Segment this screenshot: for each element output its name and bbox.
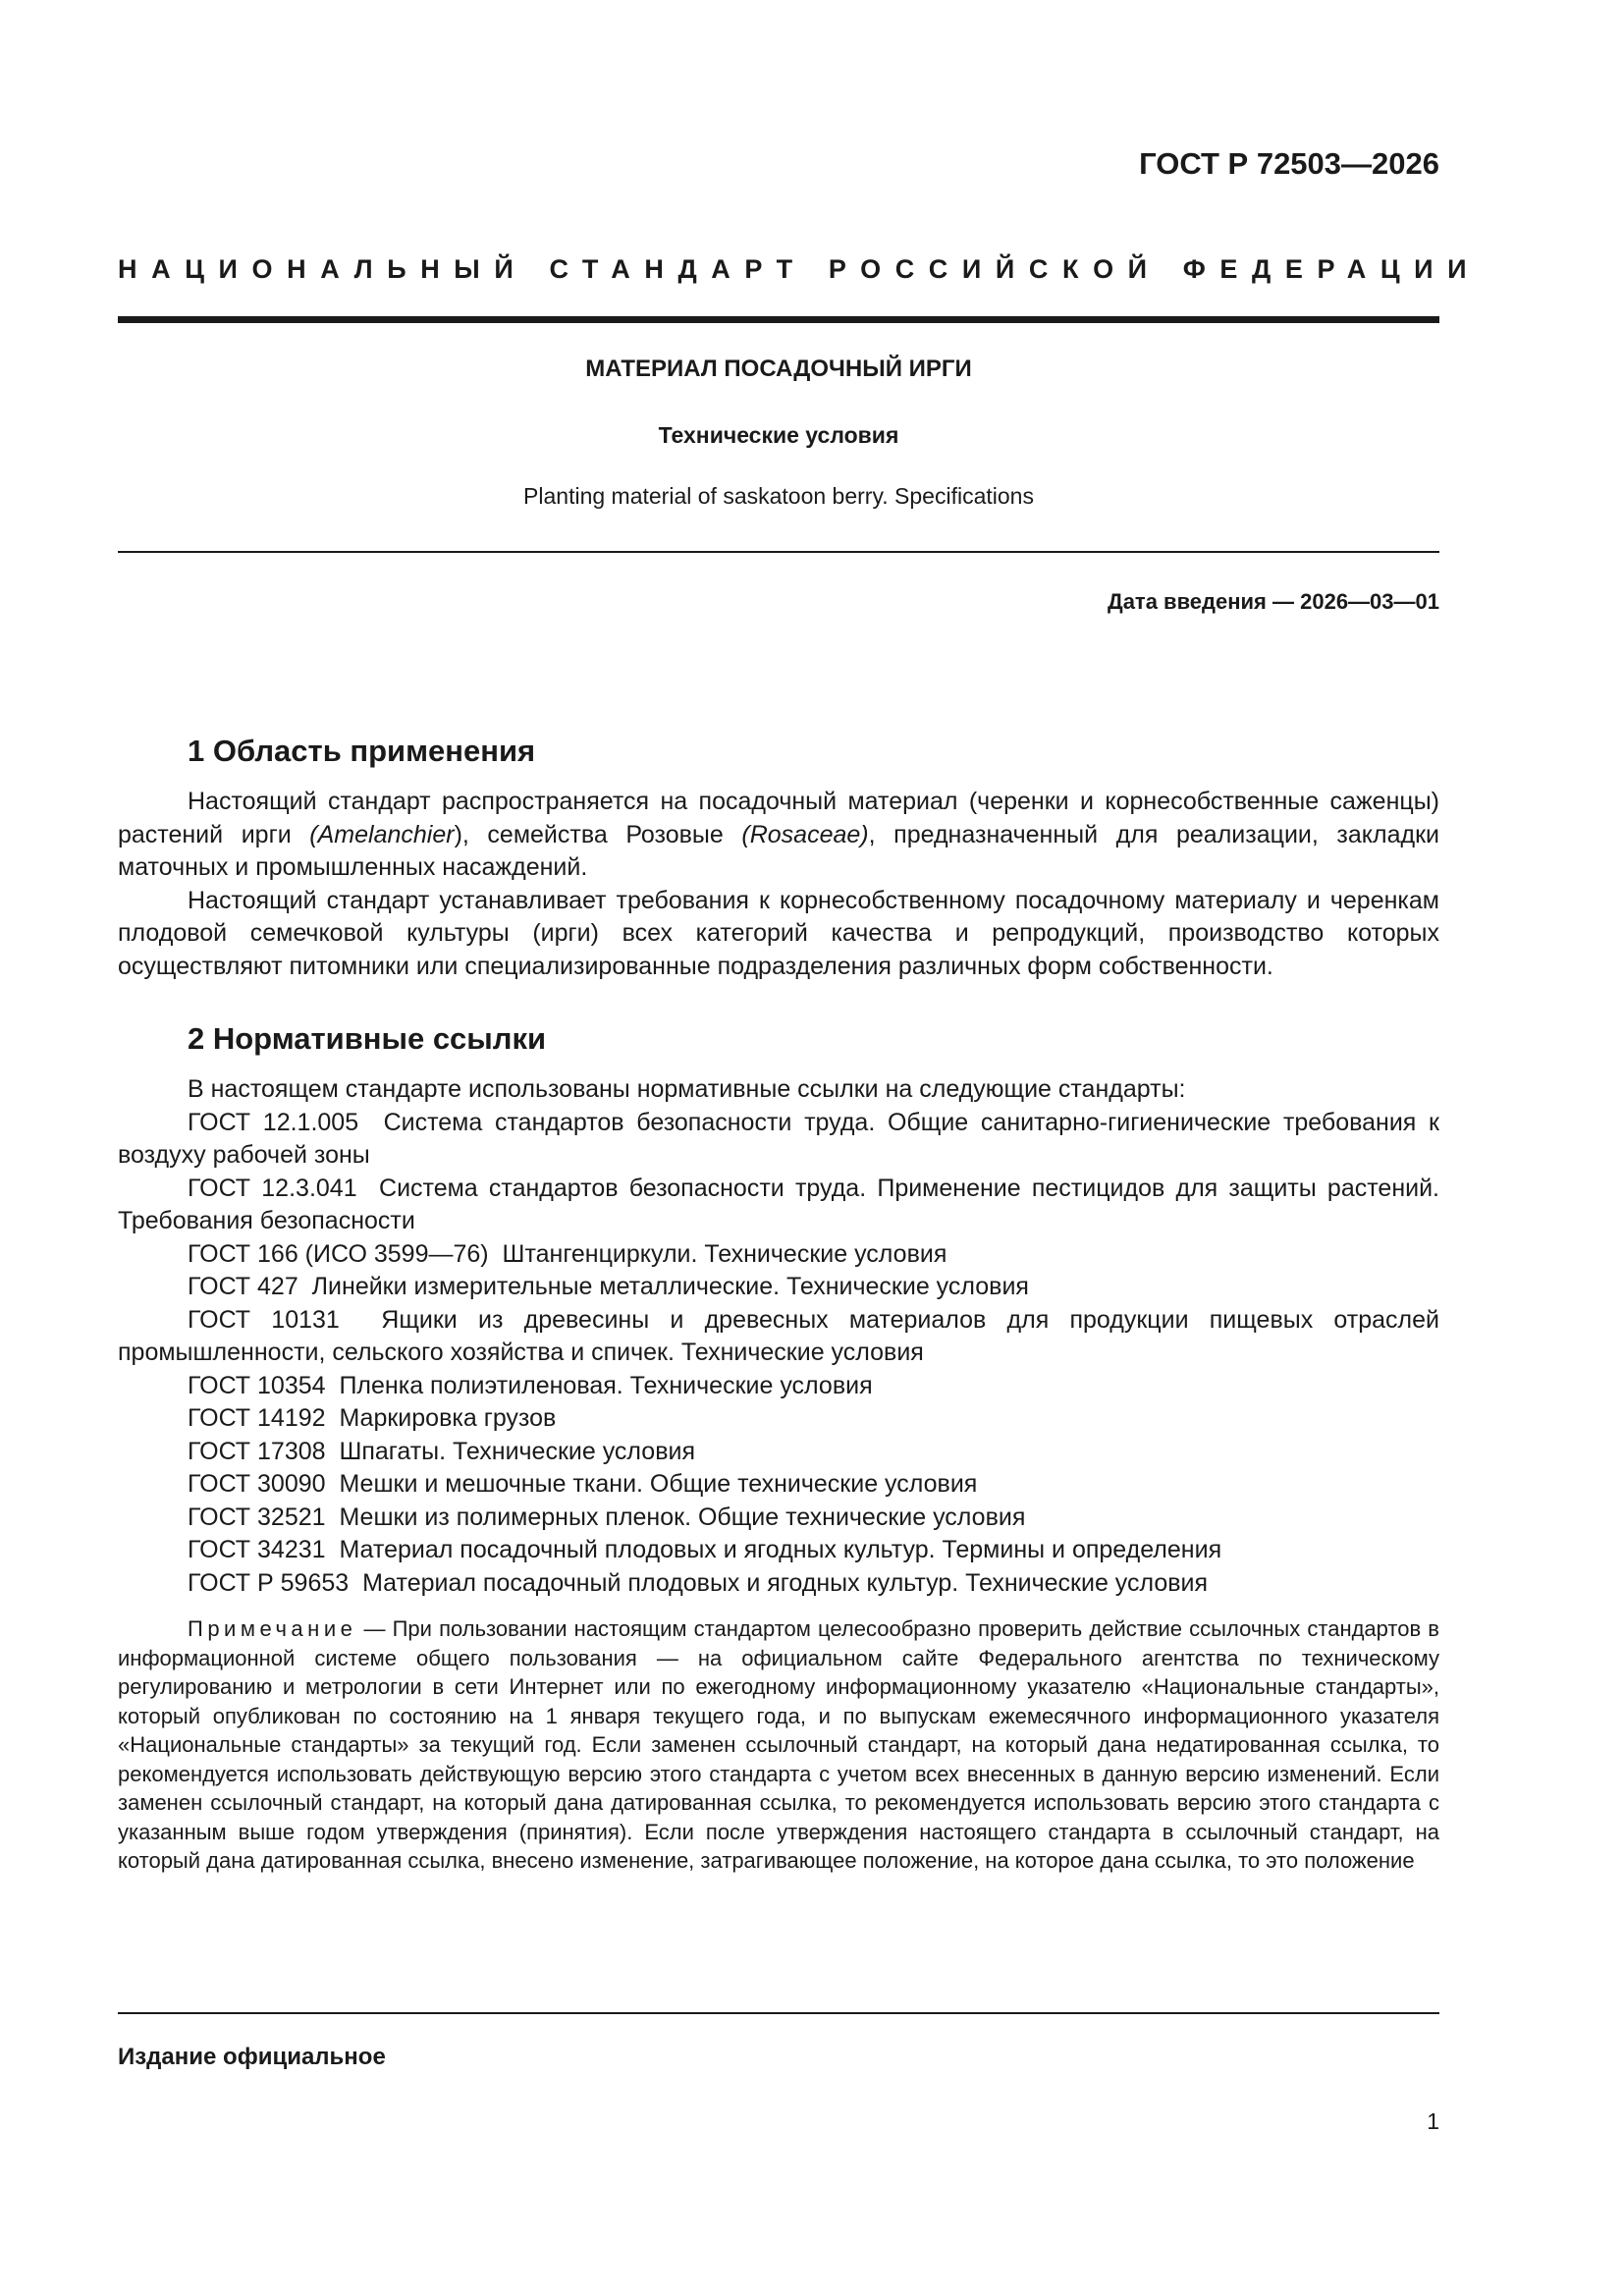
document-body [118,733,1439,1876]
reference-item [118,1468,1439,1502]
reference-code: ГОСТ 14192 [188,1404,326,1433]
english-title: Planting material of saskatoon berry. Specifications [523,483,1034,509]
reference-code: ГОСТ 427 [188,1273,298,1301]
reference-title: Линейки измерительные металлические. Технические условия [311,1273,1029,1301]
reference-title: Мешки из полимерных пленок. Общие технические условия [339,1503,1026,1531]
standard-type-heading: НАЦИОНАЛЬНЫЙ СТАНДАРТ РОССИЙСКОЙ ФЕДЕРАЦИИ [118,254,1482,284]
reference-item [118,1436,1439,1469]
reference-item [118,1370,1439,1403]
reference-title: Шпагаты. Технические условия [339,1437,695,1465]
reference-code: ГОСТ Р 59653 [188,1568,350,1597]
reference-item [118,1107,1439,1173]
reference-item [118,1567,1439,1601]
note-label: Примечание [188,1616,357,1642]
reference-code: ГОСТ 32521 [188,1503,326,1531]
page-number: 1 [1427,2108,1439,2134]
reference-item [118,1502,1439,1535]
document-page [118,0,1482,2296]
section-1-paragraph-2: Настоящий стандарт устанавливает требования к корнесобственному посадочному материалу и черенкам плодовой семечковой культуры (ирги) всех категорий качества и репродукций, производство которых осуществляют питомники или специализированные подразделения различных форм собственности. [118,886,1439,980]
header-thick-divider [118,316,1439,323]
reference-code: ГОСТ 12.1.005 [188,1108,359,1136]
reference-title: Маркировка грузов [339,1404,557,1433]
reference-item [118,1238,1439,1272]
section-1-paragraph-1 [118,786,1439,885]
reference-code: ГОСТ 10354 [188,1371,326,1399]
normative-references-list [118,1107,1439,1601]
reference-title: Пленка полиэтиленовая. Технические условия [339,1371,873,1399]
latin-genus-name: (Amelanchier [309,820,455,848]
section-2-note [118,1614,1439,1876]
reference-item [118,1173,1439,1238]
reference-code: ГОСТ 30090 [188,1470,326,1499]
reference-title: Система стандартов безопасности труда. Общие санитарно-гигиенические требования к воздуху рабочей зоны [118,1108,1439,1170]
reference-code: ГОСТ 166 (ИСО 3599—76) [188,1239,489,1268]
latin-family-name: (Rosaceae) [741,820,869,848]
reference-code: ГОСТ 10131 [188,1305,340,1334]
paragraph-text: , предназначенный для реализации, закладки маточных и промышленных насаждений. [118,820,1439,882]
paragraph-text: Настоящий стандарт распространяется на посадочный материал (черенки и корнесобственные саженцы) растений ирги [118,788,1439,848]
official-edition-label: Издание официальное [118,2044,386,2070]
reference-title: Мешки и мешочные ткани. Общие технические условия [339,1470,978,1499]
document-title: МАТЕРИАЛ ПОСАДОЧНЫЙ ИРГИ [585,355,972,382]
reference-item [118,1534,1439,1567]
footer-divider [118,2012,1439,2014]
reference-item [118,1402,1439,1436]
introduction-date: Дата введения — 2026—03—01 [1108,589,1439,614]
reference-item [118,1271,1439,1304]
note-text: — При пользовании настоящим стандартом целесообразно проверить действие ссылочных стандартов в информационной системе общего пользования — на официальном сайте Федерального агентства по техническому регулированию и метрологии в сети Интернет или по ежегодному информационному указателю «Национальные стандарты», который опубликован по состоянию на 1 января текущего года, и по выпускам ежемесячного информационного указателя «Национальные стандарты» за текущий год. Если заменен ссылочный стандарт, на который дана недатированная ссылка, то рекомендуется использовать действующую версию этого стандарта с учетом всех внесенных в данную версию изменений. Если заменен ссылочный стандарт, на который дана датированная ссылка, то рекомендуется использовать версию этого стандарта с указанным выше годом утверждения (принятия). Если после утверждения настоящего стандарта в ссылочный стандарт, на который дана датированная ссылка, внесено изменение, затрагивающее положение, на которое дана ссылка, то это положение [118,1616,1439,1874]
reference-code: ГОСТ 12.3.041 [188,1174,357,1202]
paragraph-text: ), семейства Розовые [454,820,742,848]
section-2-intro: В настоящем стандарте использованы нормативные ссылки на следующие стандарты: [188,1075,1186,1104]
reference-title: Система стандартов безопасности труда. Применение пестицидов для защиты растений. Требования безопасности [118,1174,1439,1235]
title-divider [118,551,1439,553]
reference-code: ГОСТ 17308 [188,1437,326,1465]
reference-title: Материал посадочный плодовых и ягодных культур. Термины и определения [339,1536,1222,1564]
reference-title: Штангенциркули. Технические условия [502,1239,947,1268]
reference-item [118,1304,1439,1370]
document-subtitle: Технические условия [658,422,899,448]
document-id: ГОСТ Р 72503—2026 [1139,146,1439,181]
reference-code: ГОСТ 34231 [188,1536,326,1564]
reference-title: Ящики из древесины и древесных материалов для продукции пищевых отраслей промышленности, сельского хозяйства и спичек. Технические условия [118,1305,1439,1367]
section-2-heading: 2 Нормативные ссылки [188,1021,547,1057]
section-1-heading: 1 Область применения [188,734,536,768]
reference-title: Материал посадочный плодовых и ягодных культур. Технические условия [362,1568,1209,1597]
